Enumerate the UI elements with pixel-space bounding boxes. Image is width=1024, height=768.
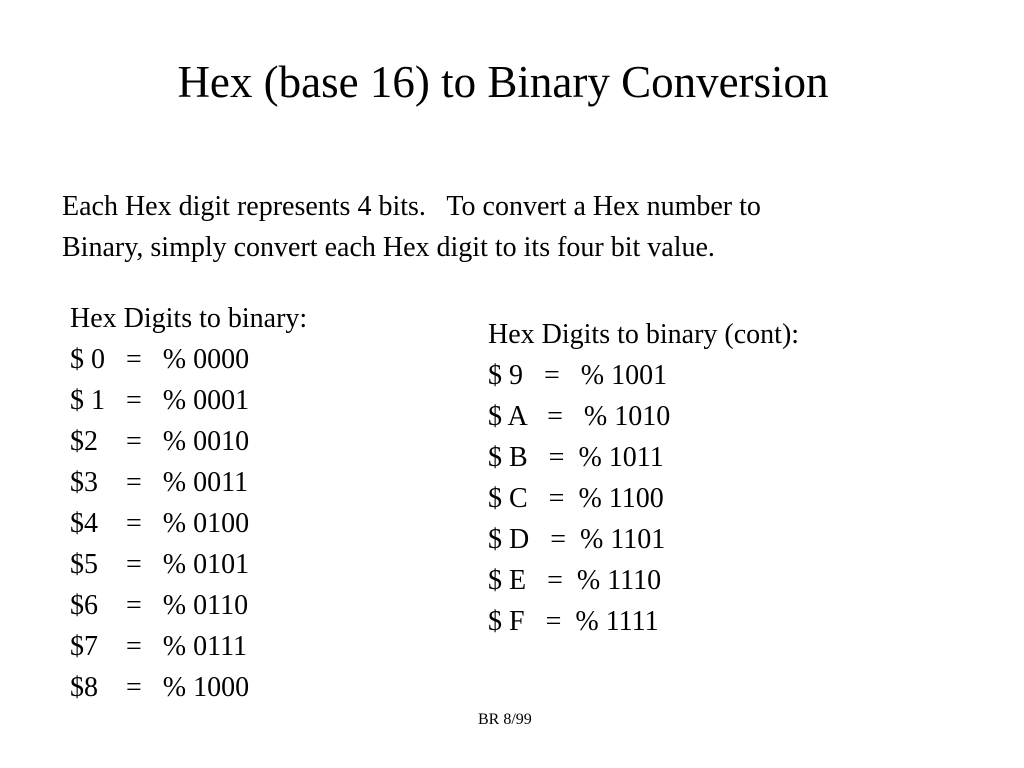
footer-label: BR 8/99 xyxy=(478,711,532,728)
conversion-row: $ C = % 1100 xyxy=(488,483,664,514)
conversion-row: $3 = % 0011 xyxy=(70,467,249,498)
conversion-row: $ 9 = % 1001 xyxy=(488,360,668,391)
conversion-row: $ B = % 1011 xyxy=(488,442,664,473)
conversion-row: $4 = % 0100 xyxy=(70,508,250,539)
conversion-row: $ E = % 1110 xyxy=(488,565,662,596)
hex-table-right xyxy=(488,314,799,642)
conversion-row: $5 = % 0101 xyxy=(70,549,250,580)
conversion-row: $ 1 = % 0001 xyxy=(70,385,250,416)
conversion-row: $7 = % 0111 xyxy=(70,631,248,662)
conversion-row: $ D = % 1101 xyxy=(488,524,666,555)
conversion-row: $ F = % 1111 xyxy=(488,606,659,637)
conversion-row: $ A = % 1010 xyxy=(488,401,671,432)
column-heading: Hex Digits to binary: xyxy=(70,303,308,334)
conversion-row: $2 = % 0010 xyxy=(70,426,250,457)
column-heading: Hex Digits to binary (cont): xyxy=(488,319,800,350)
conversion-row: $6 = % 0110 xyxy=(70,590,249,621)
intro-line: Each Hex digit represents 4 bits. To convert a Hex number to xyxy=(62,191,761,222)
conversion-row: $ 0 = % 0000 xyxy=(70,344,250,375)
intro-line: Binary, simply convert each Hex digit to its four bit value. xyxy=(62,232,715,263)
conversion-row: $8 = % 1000 xyxy=(70,672,250,703)
slide-title: Hex (base 16) to Binary Conversion xyxy=(177,57,829,107)
intro-paragraph xyxy=(62,186,962,268)
hex-table-left xyxy=(70,298,307,708)
